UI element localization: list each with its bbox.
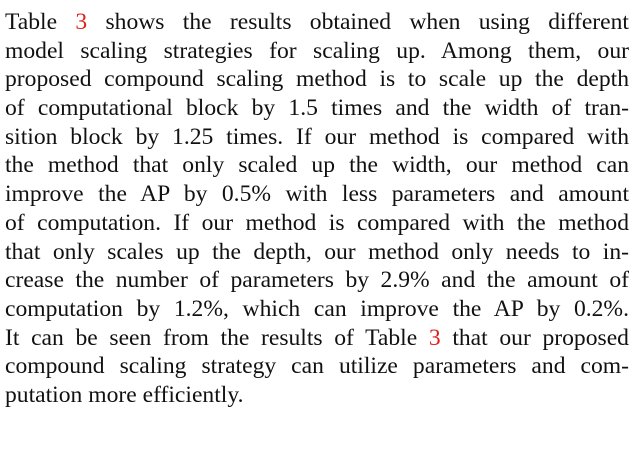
table-reference-link[interactable]: 3 (428, 324, 441, 351)
text-line-11: computation by 1.2%, which can improve the AP by 0.2%. (5, 295, 629, 322)
text-line-6: the method that only scaled up the width, our method can (5, 152, 629, 179)
text-line-7: improve the AP by 0.5% with less parameters and amount (5, 181, 629, 208)
line-1-text-end: shows the results obtained when using different (87, 9, 629, 35)
text-line-2: model scaling strategies for scaling up. Among them, our (5, 37, 629, 64)
text-line-9: that only scales up the depth, our method only needs to in- (5, 238, 629, 265)
text-line-1 (5, 8, 629, 37)
text-line-4: of computational block by 1.5 times and the width of tran- (5, 95, 629, 122)
text-line-12 (5, 324, 629, 353)
text-line-3: proposed compound scaling method is to scale up the depth (5, 66, 629, 93)
body-paragraph (5, 8, 629, 410)
text-line-5: sition block by 1.25 times. If our method is compared with (5, 123, 629, 150)
line-12-text-start: It can be seen from the results of Table (5, 324, 429, 351)
line-1-text-start: Table (5, 9, 76, 35)
text-line-14: putation more efficiently. (5, 381, 244, 408)
table-reference-link[interactable]: 3 (75, 9, 88, 35)
text-line-10: crease the number of parameters by 2.9% and the amount of (5, 267, 629, 294)
text-line-8: of computation. If our method is compared with the method (5, 209, 629, 236)
line-12-text-end: that our proposed (440, 324, 629, 351)
text-line-13: compound scaling strategy can utilize parameters and com- (5, 353, 629, 380)
